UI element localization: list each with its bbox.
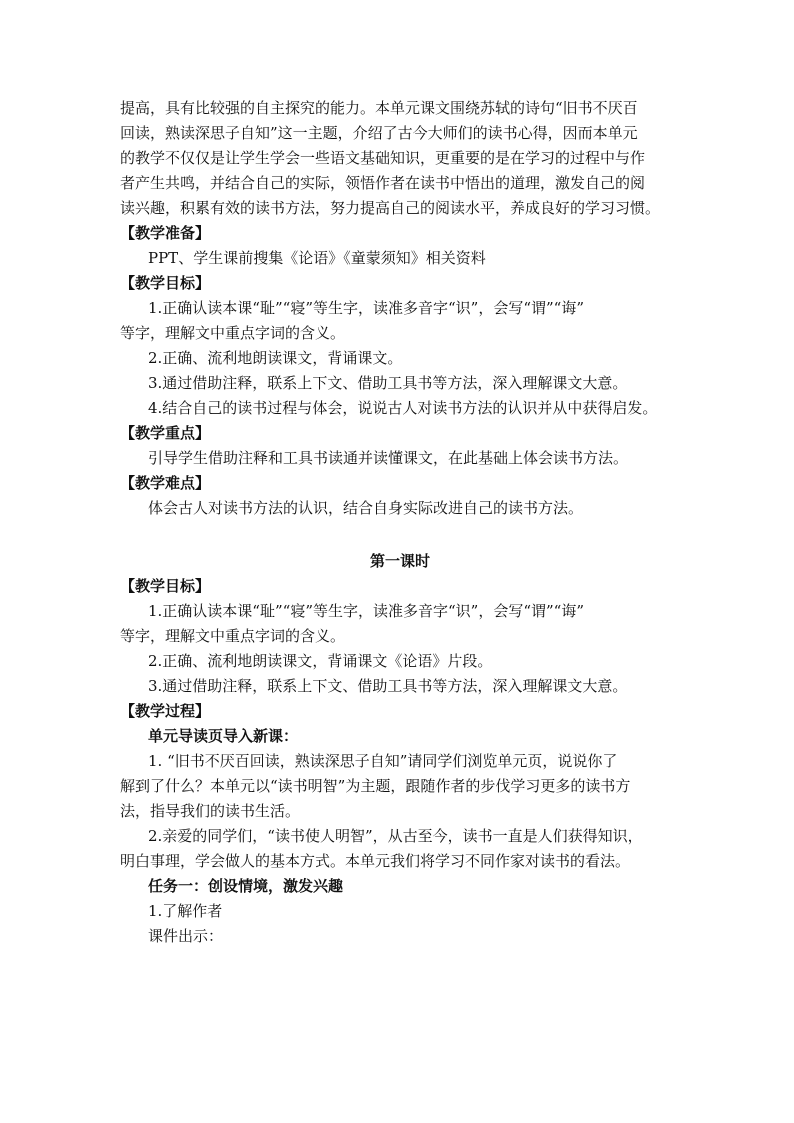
lesson-goal-3: 3.通过借助注释，联系上下文、借助工具书等方法，深入理解课文大意。 xyxy=(148,677,628,695)
process-p2-line-2: 明白事理，学会做人的基本方式。本单元我们将学习不同作家对读书的看法。 xyxy=(120,852,631,870)
key-heading: 【教学重点】 xyxy=(120,424,211,442)
lesson-goal-1: 1.正确认读本课“耻”“寝”等生字，读准多音字“识”，会写“谓”“诲” xyxy=(148,602,584,620)
prep-heading: 【教学准备】 xyxy=(120,224,211,242)
task-1-heading: 任务一：创设情境，激发兴趣 xyxy=(148,877,344,895)
courseware-label: 课件出示： xyxy=(148,927,224,945)
difficulty-text: 体会古人对读书方法的认识，结合自身实际改进自己的读书方法。 xyxy=(148,499,584,517)
lesson-goals-heading: 【教学目标】 xyxy=(120,577,211,595)
goals-heading: 【教学目标】 xyxy=(120,274,211,292)
goal-4: 4.结合自己的读书过程与体会，说说古人对读书方法的认识并从中获得启发。 xyxy=(148,399,658,417)
goal-1-cont: 等字，理解文中重点字词的含义。 xyxy=(120,324,346,342)
lesson-goal-1-cont: 等字，理解文中重点字词的含义。 xyxy=(120,627,346,645)
lesson-goal-2: 2.正确、流利地朗读课文，背诵课文《论语》片段。 xyxy=(148,652,493,670)
intro-line-5: 读兴趣，积累有效的读书方法，努力提高自己的阅读水平，养成良好的学习习惯。 xyxy=(120,199,661,217)
process-heading: 【教学过程】 xyxy=(120,702,211,720)
process-p2-line-1: 2.亲爱的同学们，“读书使人明智”，从古至今，读书一直是人们获得知识， xyxy=(148,827,643,845)
difficulty-heading: 【教学难点】 xyxy=(120,474,211,492)
goal-1: 1.正确认读本课“耻”“寝”等生字，读准多音字“识”，会写“谓”“诲” xyxy=(148,299,584,317)
goal-2: 2.正确、流利地朗读课文，背诵课文。 xyxy=(148,349,403,367)
document-body xyxy=(120,96,680,949)
intro-line-1: 提高，具有比较强的自主探究的能力。本单元课文围绕苏轼的诗句“旧书不厌百 xyxy=(120,99,638,117)
step-1: 1.了解作者 xyxy=(148,902,223,920)
process-p1-line-2: 解到了什么？本单元以“读书明智”为主题，跟随作者的步伐学习更多的读书方 xyxy=(120,777,631,795)
key-text: 引导学生借助注释和工具书读通并读懂课文，在此基础上体会读书方法。 xyxy=(148,449,629,467)
process-p1-line-3: 法，指导我们的读书生活。 xyxy=(120,802,301,820)
lesson-title: 第一课时 xyxy=(369,552,430,570)
process-p1-line-1: 1. “旧书不厌百回读，熟读深思子自知”请同学们浏览单元页，说说你了 xyxy=(148,752,618,770)
intro-line-4: 者产生共鸣，并结合自己的实际，领悟作者在读书中悟出的道理，激发自己的阅 xyxy=(120,174,646,192)
goal-3: 3.通过借助注释，联系上下文、借助工具书等方法，深入理解课文大意。 xyxy=(148,374,628,392)
intro-subtitle: 单元导读页导入新课： xyxy=(148,727,299,745)
intro-line-2: 回读，熟读深思子自知”这一主题，介绍了古今大师们的读书心得，因而本单元 xyxy=(120,124,638,142)
prep-text: PPT、学生课前搜集《论语》《童蒙须知》相关资料 xyxy=(148,249,486,267)
intro-line-3: 的教学不仅仅是让学生学会一些语文基础知识，更重要的是在学习的过程中与作 xyxy=(120,149,646,167)
